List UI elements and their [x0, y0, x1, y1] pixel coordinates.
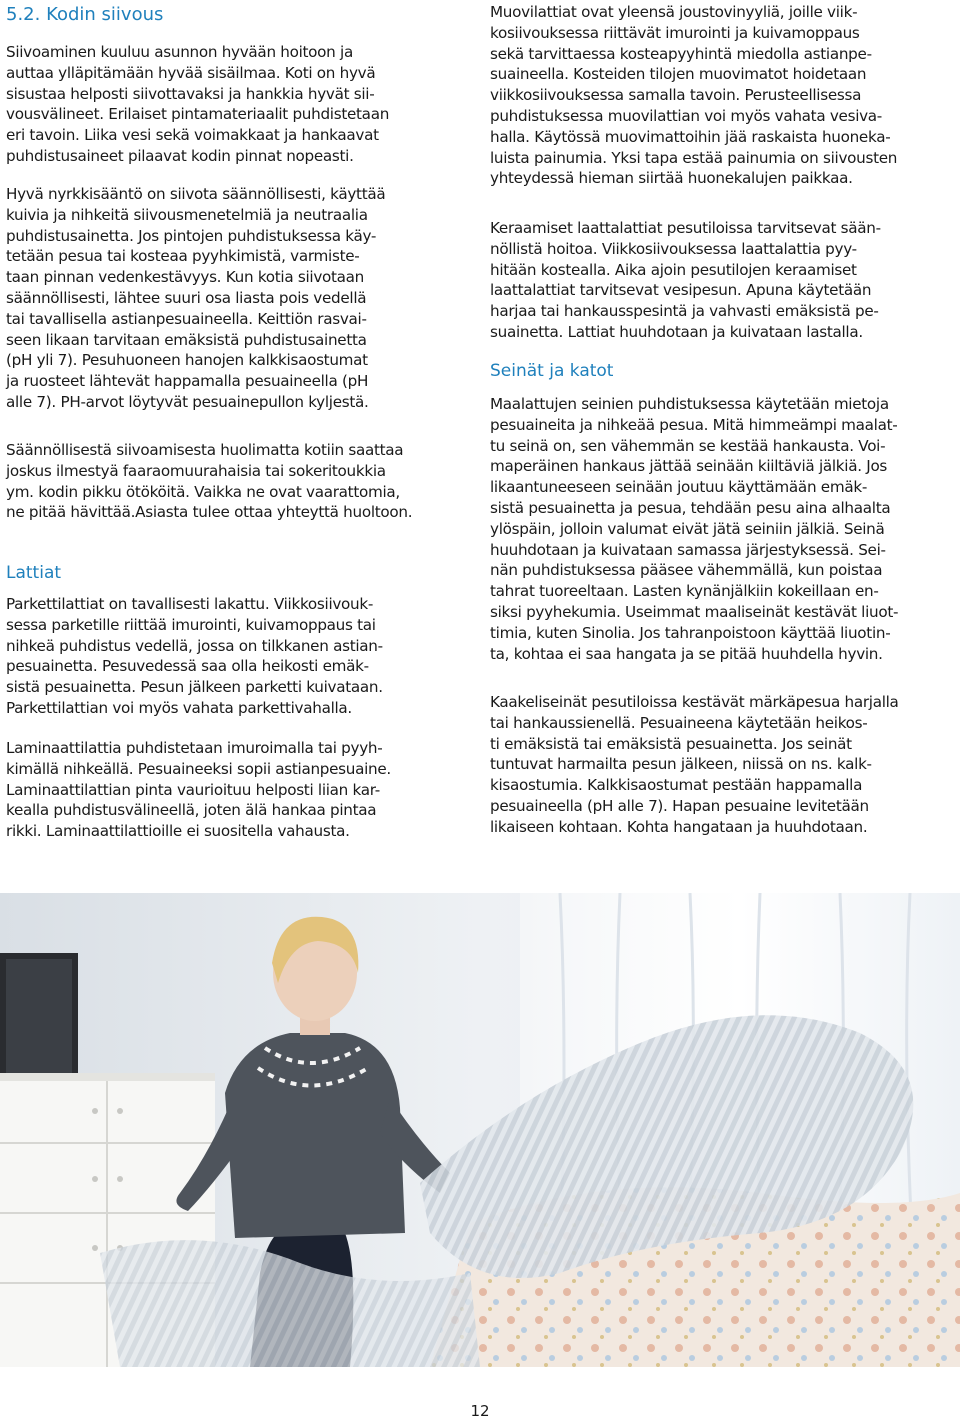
text-line: Kaakeliseinät pesutiloissa kestävät märkäpesua harjalla	[490, 693, 899, 711]
text-line: (pH yli 7). Pesuhuoneen hanojen kalkkisaostumat	[6, 351, 368, 370]
text-line: hitään kostealla. Aika ajoin pesutilojen keraamiset	[490, 260, 857, 279]
text-line: rikki. Laminaattilattioille ei suositella vahausta.	[6, 822, 350, 841]
paragraph-pests	[6, 440, 412, 523]
text-line: tahrat tuoreeltaan. Lasten kynänjälkiin kokeillaan en-	[490, 582, 879, 601]
text-line: nihkeä puhdistus vedellä, jossa on tilkkanen astian-	[6, 636, 383, 655]
heading-seinat-ja-katot: Seinät ja katot	[490, 361, 614, 381]
text-line: ym. kodin pikku ötököitä. Vaikka ne ovat vaarattomia,	[6, 482, 400, 501]
text-line: halla. Käytössä muovimattoihin jää raskaista huoneka-	[490, 127, 891, 146]
paragraph-rule-of-thumb	[6, 184, 385, 413]
text-line: vousvälineet. Erilaiset pintamateriaalit puhdistetaan	[6, 105, 390, 124]
text-line: suainetta. Lattiat huuhdotaan ja kuivataan lastalla.	[490, 322, 863, 341]
text-line: Maalattujen seinien puhdistuksessa käytetään mietoja	[490, 395, 889, 413]
text-line: likaiseen kohtaan. Kohta hangataan ja huuhdotaan.	[490, 817, 868, 836]
text-line: nän puhdistuksessa pääsee vähemmällä, kun poistaa	[490, 561, 883, 580]
text-line: Siivoaminen kuuluu asunnon hyvään hoitoon ja	[6, 43, 353, 61]
text-line: ne pitää hävittää.Asiasta tulee ottaa yhteyttä huoltoon.	[6, 503, 413, 522]
text-line: sekä tarvittaessa kosteapyyhintä miedolla astianpe-	[490, 44, 872, 63]
text-line: likaantuneeseen seinään joutuu käyttämään emäk-	[490, 478, 868, 497]
text-line: sistä pesuainetta ja pesua, tehdään pesu aina alhaalta	[490, 498, 891, 517]
text-line: säännöllisesti, lähtee suuri osa liasta pois vedellä	[6, 288, 367, 307]
paragraph-parquet	[6, 594, 383, 719]
text-line: viikkosiivouksessa samalla tavoin. Perusteellisessa	[490, 86, 862, 105]
text-line: tuntuvat harmailta pesun jälkeen, niissä on ns. kalk-	[490, 755, 872, 774]
photo-woman-shaking-bedsheet	[0, 893, 960, 1367]
text-line: eri tavoin. Liika vesi sekä voimakkaat ja hankaavat	[6, 126, 379, 145]
text-line: siksi pyyhekumia. Useimmat maaliseinät kestävät liuot-	[490, 602, 899, 621]
text-line: huuhdotaan ja kuivataan samassa järjestyksessä. Sei-	[490, 540, 886, 559]
text-line: Parkettilattian voi myös vahata parkettivahalla.	[6, 698, 352, 717]
text-line: sessa parketille riittää imurointi, kuivamoppaus tai	[6, 615, 376, 634]
text-line: Säännöllisestä siivoamisesta huolimatta kotiin saattaa	[6, 441, 404, 459]
paragraph-ceramic	[490, 218, 881, 343]
text-line: suaineella. Kosteiden tilojen muovimatot hoidetaan	[490, 65, 867, 84]
text-line: harjaa tai hankausspesintä ja vahvasti emäksistä pe-	[490, 302, 879, 321]
paragraph-laminate	[6, 738, 391, 842]
text-line: kimällä nihkeällä. Pesuaineeksi sopii astianpesuaine.	[6, 759, 391, 778]
heading-lattiat: Lattiat	[6, 563, 62, 583]
text-line: pesuainetta. Pesuvedessä saa olla heikosti emäk-	[6, 657, 369, 676]
text-line: kosiivouksessa riittävät imurointi ja kuivamoppaus	[490, 23, 860, 42]
text-line: nöllistä hoitoa. Viikkosiivouksessa laattalattia pyy-	[490, 239, 857, 258]
text-line: taan pinnan vedenkestävyys. Kun kotia siivotaan	[6, 268, 365, 287]
text-line: puhdistuksessa muovilattian voi myös vahata vesiva-	[490, 106, 882, 125]
text-line: tai tavallisella astianpesuaineella. Keittiön rasvai-	[6, 309, 367, 328]
text-line: Laminaattilattia puhdistetaan imuroimalla tai pyyh-	[6, 739, 383, 757]
text-line: seen likaan tarvitaan emäksistä puhdistusainetta	[6, 330, 367, 349]
text-line: timia, kuten Sinolia. Jos tahranpoistoon käyttää liuotin-	[490, 623, 891, 642]
paragraph-painted-walls	[490, 394, 898, 664]
text-line: Laminaattilattian pinta vaurioituu helposti liian kar-	[6, 780, 380, 799]
text-line: maperäinen hankaus jättää seinään kiiltäviä jälkiä. Jos	[490, 457, 888, 476]
text-line: tu seinä on, sen vähemmän se kestää hankausta. Voi-	[490, 436, 886, 455]
text-line: ta, kohtaa ei saa hangata ja se pitää huuhdella hyvin.	[490, 644, 883, 663]
text-line: kuivia ja nihkeitä siivousmenetelmiä ja neutraalia	[6, 205, 368, 224]
text-line: ja ruosteet lähtevät happamalla pesuaineella (pH	[6, 372, 369, 391]
text-line: auttaa ylläpitämään hyvää sisäilmaa. Koti on hyvä	[6, 63, 376, 82]
text-line: alle 7). PH-arvot löytyvät pesuainepullon kyljestä.	[6, 392, 369, 411]
text-line: puhdistusaineet pilaavat kodin pinnat nopeasti.	[6, 146, 354, 165]
text-line: tai hankaussienellä. Pesuaineena käytetään heikos-	[490, 713, 868, 732]
text-line: puhdistusainetta. Jos pintojen puhdistuksessa käy-	[6, 226, 377, 245]
text-line: pesuaineita ja nihkeää pesua. Mitä himmeämpi maalat-	[490, 415, 898, 434]
page-number: 12	[470, 1402, 490, 1420]
paragraph-tiled-walls	[490, 692, 899, 838]
paragraph-intro	[6, 42, 389, 167]
text-line: kealla puhdistusvälineellä, joten älä hankaa pintaa	[6, 801, 377, 820]
text-line: Muovilattiat ovat yleensä joustovinyyliä, joille viik-	[490, 3, 858, 21]
text-line: Keraamiset laattalattiat pesutiloissa tarvitsevat sään-	[490, 219, 881, 237]
text-line: kisaostumia. Kalkkisaostumat pestään happamalla	[490, 776, 863, 795]
text-line: Hyvä nyrkkisääntö on siivota säännöllisesti, käyttää	[6, 185, 386, 203]
text-line: ylöspäin, jolloin valumat eivät jätä seiniin jälkiä. Seinä	[490, 519, 885, 538]
text-line: tetään pesua tai kosteaa pyyhkimistä, varmiste-	[6, 247, 360, 266]
text-line: sisustaa helposti siivottavaksi ja hankkia hyvät sii-	[6, 84, 375, 103]
text-line: luista painumia. Yksi tapa estää painumia on siivousten	[490, 148, 898, 167]
text-line: joskus ilmestyä faaraomuurahaisia tai sokeritoukkia	[6, 461, 386, 480]
text-line: pesuaineella (pH alle 7). Hapan pesuaine levitetään	[490, 796, 869, 815]
section-title: 5.2. Kodin siivous	[6, 4, 164, 25]
text-line: laattalattiat tarvitsevat vesipesun. Apuna käytetään	[490, 281, 872, 300]
text-line: Parkettilattiat on tavallisesti lakattu. Viikkosiivouk-	[6, 595, 374, 613]
text-line: yhteydessä hieman siirtää huonekalujen paikkaa.	[490, 169, 853, 188]
paragraph-vinyl	[490, 2, 897, 189]
text-line: sistä pesuainetta. Pesun jälkeen parketti kuivataan.	[6, 678, 383, 697]
text-line: ti emäksistä tai emäksistä pesuainetta. Jos seinät	[490, 734, 852, 753]
